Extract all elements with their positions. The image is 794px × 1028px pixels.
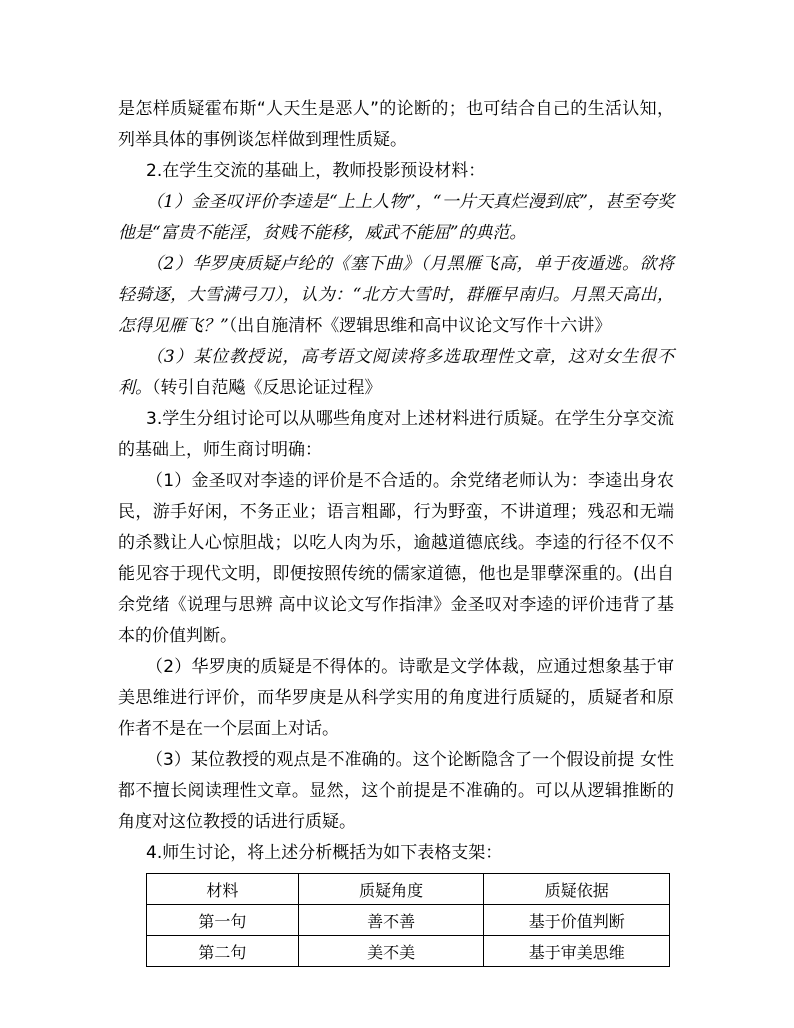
material-3-source: （转引自范飚《反思论证过程》 <box>152 378 382 398</box>
table-cell: 第一句 <box>147 905 299 936</box>
paragraph-intro: 是怎样质疑霍布斯“人天生是恶人”的论断的；也可结合自己的生活认知，列举具体的事例谈怎样做到理性质疑。 <box>118 99 674 150</box>
material-3 <box>118 342 674 404</box>
paragraph-step-4: 4.师生讨论，将上述分析概括为如下表格支架： <box>146 843 503 863</box>
material-1: （1）金圣叹评价李逵是“上上人物”，“一片天真烂漫到底”，甚至夸奖他是“富贵不能淫，贫贱不能移，威武不能屈”的典范。 <box>118 192 674 243</box>
material-2-quote: （2）华罗庚质疑卢纶的《塞下曲》（月黑雁飞高，单于夜遁逃。欲将轻骑逐，大雪满弓刀），认为：“北方大雪时，群雁早南归。月黑天高出，怎得见雁飞？” <box>118 254 674 336</box>
paragraph-step-2: 2.在学生交流的基础上，教师投影预设材料： <box>146 161 486 181</box>
analysis-1: （1）金圣叹对李逵的评价是不合适的。余党绪老师认为：李逵出身农民，游手好闲，不务正业；语言粗鄙，行为野蛮，不讲道理；残忍和无端的杀戮让人心惊胆战；以吃人肉为乐，逾越道德底线。李逵的行径不仅不能见容于现代文明，即便按照传统的儒家道德，他也是罪孽深重的。(出自余党绪《说理与思辨 高中议论文写作指津》金圣叹对李逵的评价违背了基本的价值判断。 <box>118 471 674 646</box>
material-3-quote: （3）某位教授说，高考语文阅读将多选取理性文章，这对女生很不利。 <box>118 347 674 398</box>
table-cell: 基于价值判断 <box>484 905 670 936</box>
analysis-2: （2）华罗庚的质疑是不得体的。诗歌是文学体裁，应通过想象基于审美思维进行评价，而华罗庚是从科学实用的角度进行质疑的，质疑者和原作者不是在一个层面上对话。 <box>118 657 674 739</box>
table-cell: 善不善 <box>298 905 484 936</box>
paragraph-step-3: 3.学生分组讨论可以从哪些角度对上述材料进行质疑。在学生分享交流的基础上，师生商讨明确： <box>118 409 674 460</box>
table-header-cell: 材料 <box>147 874 299 905</box>
analysis-3: （3）某位教授的观点是不准确的。这个论断隐含了一个假设前提 女性都不擅长阅读理性文章。显然，这个前提是不准确的。可以从逻辑推断的角度对这位教授的话进行质疑。 <box>118 750 674 832</box>
material-2 <box>118 249 674 342</box>
table-header-row <box>147 874 670 905</box>
summary-table <box>146 873 670 967</box>
table-cell: 第二句 <box>147 936 299 967</box>
table-cell: 美不美 <box>298 936 484 967</box>
table-row <box>147 905 670 936</box>
table-header-cell: 质疑依据 <box>484 874 670 905</box>
material-2-source: （出自施清杯《逻辑思维和高中议论文写作十六讲》 <box>228 316 612 336</box>
document-page <box>118 94 674 967</box>
table-header-cell: 质疑角度 <box>298 874 484 905</box>
table-cell: 基于审美思维 <box>484 936 670 967</box>
table-row <box>147 936 670 967</box>
